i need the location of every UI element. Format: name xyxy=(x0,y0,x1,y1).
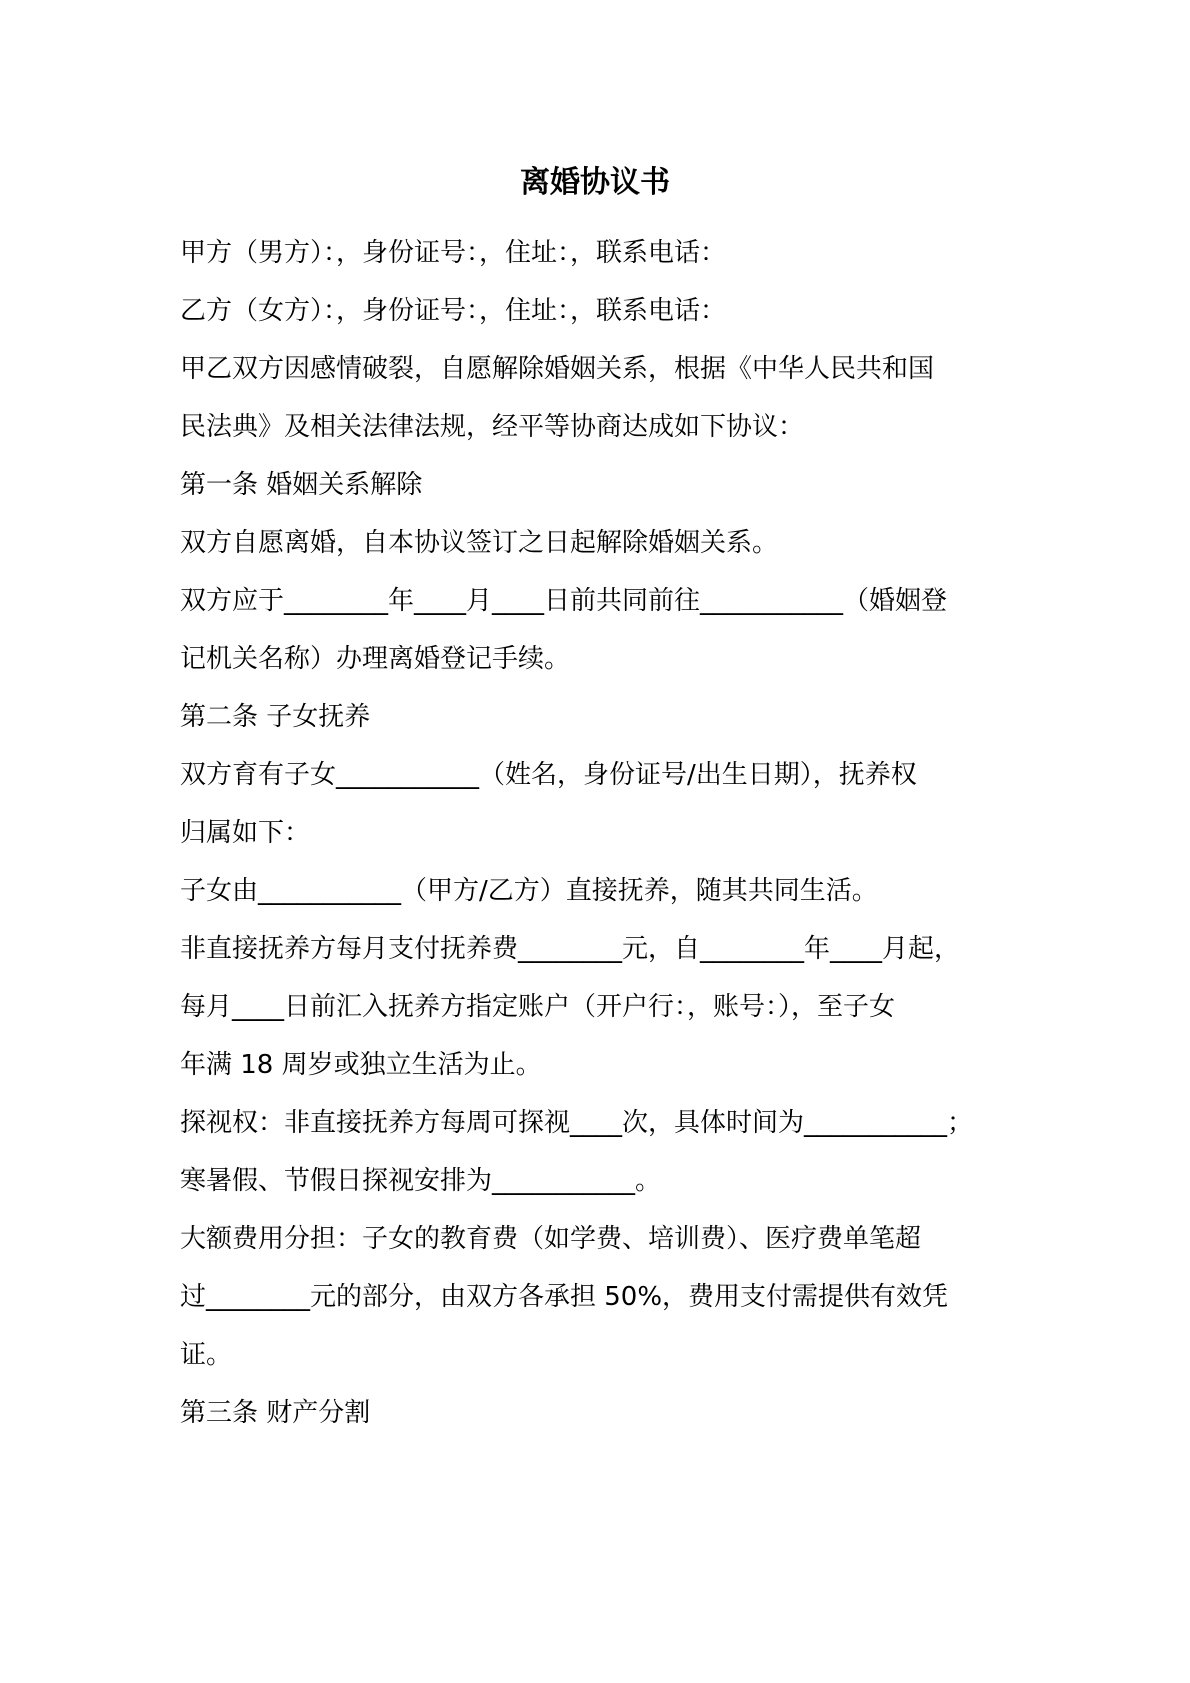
article-2-visitation-line-2: 寒暑假、节假日探视安排为___________。 xyxy=(180,1166,662,1196)
article-1-clause-2-line-2: 记机关名称）办理离婚登记手续。 xyxy=(180,644,571,674)
article-1-clause-1: 双方自愿离婚，自本协议签订之日起解除婚姻关系。 xyxy=(180,528,779,558)
article-2-expenses-line-2: 过________元的部分，由双方各承担 50%，费用支付需提供有效凭 xyxy=(180,1282,949,1312)
article-2-heading: 第二条 子女抚养 xyxy=(180,702,371,732)
article-1-clause-2-line-1: 双方应于________年____月____日前共同前往___________（婚姻登 xyxy=(180,586,948,616)
preamble-line-2: 民法典》及相关法律法规，经平等协商达成如下协议： xyxy=(180,412,805,442)
article-2-clause-1-line-2: 归属如下： xyxy=(180,818,311,848)
article-2-custody-line: 子女由___________（甲方/乙方）直接抚养，随其共同生活。 xyxy=(180,876,878,906)
article-2-expenses-line-3: 证。 xyxy=(180,1340,233,1370)
party-b-line: 乙方（女方）：，身份证号：，住址：，联系电话： xyxy=(180,296,727,326)
document-title: 离婚协议书 xyxy=(520,165,670,200)
article-1-heading: 第一条 婚姻关系解除 xyxy=(180,470,423,500)
preamble-line-1: 甲乙双方因感情破裂，自愿解除婚姻关系，根据《中华人民共和国 xyxy=(180,354,935,384)
article-2-visitation-line-1: 探视权：非直接抚养方每周可探视____次，具体时间为___________； xyxy=(180,1108,974,1138)
article-2-support-line-1: 非直接抚养方每月支付抚养费________元，自________年____月起， xyxy=(180,934,961,964)
article-2-support-line-3: 年满 18 周岁或独立生活为止。 xyxy=(180,1050,542,1080)
article-3-heading: 第三条 财产分割 xyxy=(180,1398,371,1428)
article-2-clause-1-line-1: 双方育有子女___________（姓名，身份证号/出生日期），抚养权 xyxy=(180,760,917,790)
article-2-support-line-2: 每月____日前汇入抚养方指定账户（开户行：，账号：），至子女 xyxy=(180,992,896,1022)
party-a-line: 甲方（男方）：，身份证号：，住址：，联系电话： xyxy=(180,238,727,268)
article-2-expenses-line-1: 大额费用分担：子女的教育费（如学费、培训费）、医疗费单笔超 xyxy=(180,1224,922,1254)
